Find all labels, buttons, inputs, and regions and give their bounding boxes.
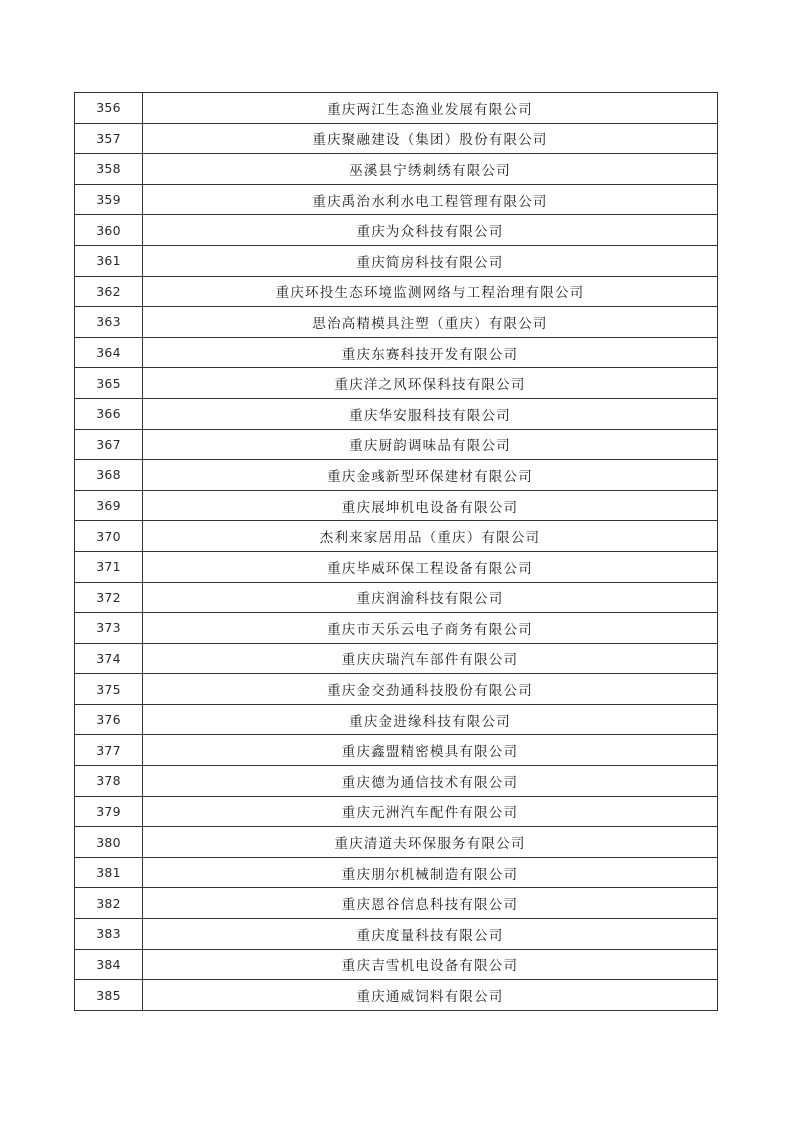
table-row — [75, 613, 718, 644]
table-row — [75, 307, 718, 338]
company-name: 重庆元洲汽车配件有限公司 — [143, 796, 718, 827]
table-row — [75, 245, 718, 276]
company-name: 巫溪县宁绣刺绣有限公司 — [143, 154, 718, 185]
table-row — [75, 551, 718, 582]
company-name: 重庆两江生态渔业发展有限公司 — [143, 93, 718, 124]
company-name: 重庆朋尔机械制造有限公司 — [143, 857, 718, 888]
company-name: 重庆吉雪机电设备有限公司 — [143, 949, 718, 980]
table-row — [75, 888, 718, 919]
table-row — [75, 796, 718, 827]
company-name: 重庆金交劲通科技股份有限公司 — [143, 674, 718, 705]
company-name: 重庆恩谷信息科技有限公司 — [143, 888, 718, 919]
table-row — [75, 704, 718, 735]
table-row — [75, 827, 718, 858]
company-name: 重庆通威饲料有限公司 — [143, 980, 718, 1011]
table-row — [75, 337, 718, 368]
row-number: 381 — [75, 857, 143, 888]
table-row — [75, 93, 718, 124]
row-number: 373 — [75, 613, 143, 644]
company-name: 重庆厨韵调味品有限公司 — [143, 429, 718, 460]
row-number: 369 — [75, 490, 143, 521]
table-row — [75, 857, 718, 888]
company-name: 重庆洋之风环保科技有限公司 — [143, 368, 718, 399]
row-number: 384 — [75, 949, 143, 980]
company-name: 重庆金彧新型环保建材有限公司 — [143, 460, 718, 491]
row-number: 372 — [75, 582, 143, 613]
table-row — [75, 460, 718, 491]
company-name: 重庆润渝科技有限公司 — [143, 582, 718, 613]
table-row — [75, 184, 718, 215]
row-number: 364 — [75, 337, 143, 368]
row-number: 360 — [75, 215, 143, 246]
table-row — [75, 521, 718, 552]
company-name: 重庆德为通信技术有限公司 — [143, 766, 718, 797]
row-number: 385 — [75, 980, 143, 1011]
row-number: 378 — [75, 766, 143, 797]
row-number: 382 — [75, 888, 143, 919]
table-row — [75, 215, 718, 246]
table-row — [75, 123, 718, 154]
table-row — [75, 949, 718, 980]
row-number: 383 — [75, 919, 143, 950]
row-number: 361 — [75, 245, 143, 276]
company-list-table — [74, 92, 718, 1011]
company-name: 重庆金进缘科技有限公司 — [143, 704, 718, 735]
company-name: 重庆为众科技有限公司 — [143, 215, 718, 246]
table-row — [75, 490, 718, 521]
row-number: 363 — [75, 307, 143, 338]
table-row — [75, 735, 718, 766]
row-number: 367 — [75, 429, 143, 460]
row-number: 365 — [75, 368, 143, 399]
table-row — [75, 582, 718, 613]
table-row — [75, 919, 718, 950]
table-row — [75, 429, 718, 460]
row-number: 358 — [75, 154, 143, 185]
company-name: 重庆毕威环保工程设备有限公司 — [143, 551, 718, 582]
row-number: 379 — [75, 796, 143, 827]
row-number: 366 — [75, 398, 143, 429]
company-name: 重庆鑫盟精密模具有限公司 — [143, 735, 718, 766]
company-name: 重庆度量科技有限公司 — [143, 919, 718, 950]
company-name: 思治高精模具注塑（重庆）有限公司 — [143, 307, 718, 338]
row-number: 374 — [75, 643, 143, 674]
row-number: 376 — [75, 704, 143, 735]
row-number: 362 — [75, 276, 143, 307]
company-name: 重庆华安服科技有限公司 — [143, 398, 718, 429]
row-number: 368 — [75, 460, 143, 491]
company-name: 重庆市天乐云电子商务有限公司 — [143, 613, 718, 644]
row-number: 370 — [75, 521, 143, 552]
table-row — [75, 643, 718, 674]
row-number: 377 — [75, 735, 143, 766]
company-name: 重庆禹治水利水电工程管理有限公司 — [143, 184, 718, 215]
table-row — [75, 368, 718, 399]
company-name: 重庆简房科技有限公司 — [143, 245, 718, 276]
row-number: 380 — [75, 827, 143, 858]
row-number: 371 — [75, 551, 143, 582]
company-name: 重庆东赛科技开发有限公司 — [143, 337, 718, 368]
company-name: 杰利来家居用品（重庆）有限公司 — [143, 521, 718, 552]
row-number: 357 — [75, 123, 143, 154]
table-row — [75, 276, 718, 307]
row-number: 359 — [75, 184, 143, 215]
company-name: 重庆展坤机电设备有限公司 — [143, 490, 718, 521]
company-name: 重庆庆瑞汽车部件有限公司 — [143, 643, 718, 674]
company-name: 重庆清道夫环保服务有限公司 — [143, 827, 718, 858]
table-row — [75, 398, 718, 429]
table-row — [75, 154, 718, 185]
table-row — [75, 766, 718, 797]
company-name: 重庆聚融建设（集团）股份有限公司 — [143, 123, 718, 154]
company-name: 重庆环投生态环境监测网络与工程治理有限公司 — [143, 276, 718, 307]
row-number: 375 — [75, 674, 143, 705]
table-row — [75, 980, 718, 1011]
table-row — [75, 674, 718, 705]
row-number: 356 — [75, 93, 143, 124]
